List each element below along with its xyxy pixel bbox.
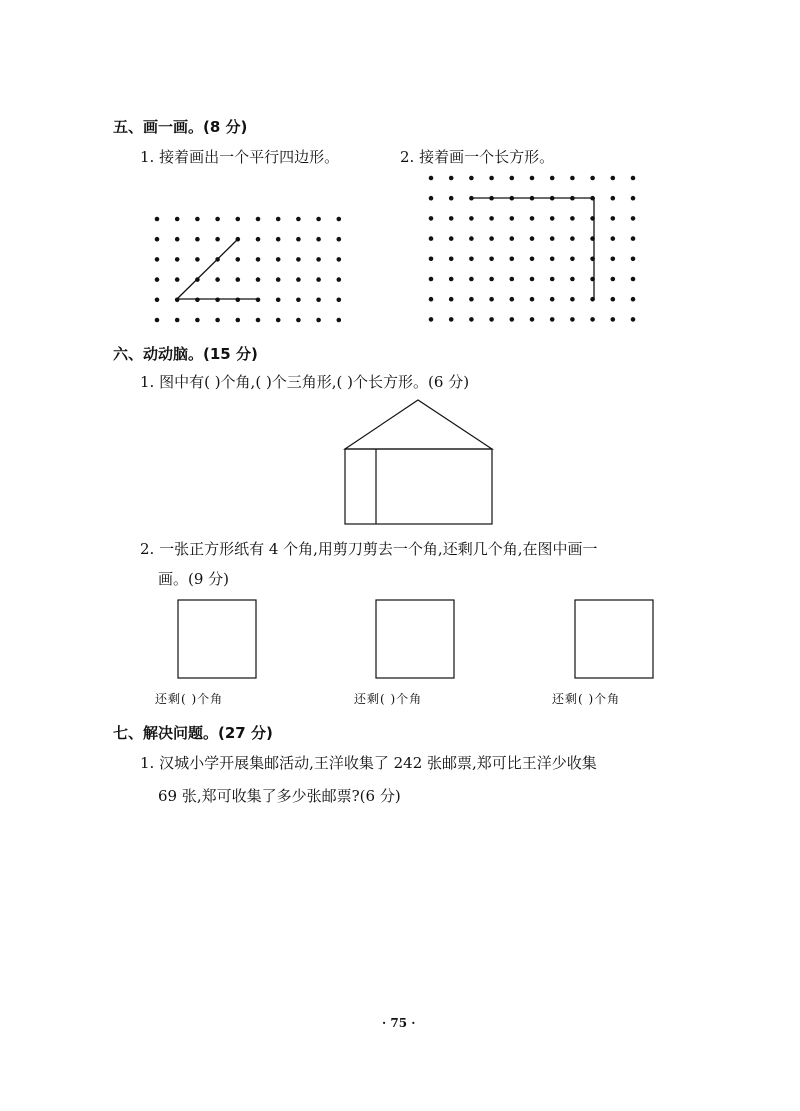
parallelogram-start-lines (177, 239, 258, 299)
grid-dot[interactable] (489, 176, 494, 181)
grid-dot[interactable] (175, 217, 180, 222)
grid-dot[interactable] (510, 236, 515, 241)
grid-dot[interactable] (489, 257, 494, 262)
square-paper-1[interactable] (178, 600, 256, 678)
grid-dot[interactable] (296, 257, 301, 262)
grid-dot[interactable] (316, 237, 321, 242)
grid-dot[interactable] (276, 237, 281, 242)
grid-dot[interactable] (337, 217, 342, 222)
grid-dot[interactable] (510, 277, 515, 282)
grid-dot[interactable] (631, 216, 636, 221)
question-7-1-line2: 69 张,郑可收集了多少张邮票?(6 分) (158, 787, 401, 805)
grid-dot[interactable] (256, 298, 261, 303)
grid-dot[interactable] (256, 237, 261, 242)
grid-dot[interactable] (296, 298, 301, 303)
grid-dot[interactable] (611, 236, 616, 241)
grid-dot[interactable] (510, 216, 515, 221)
grid-dot[interactable] (550, 216, 555, 221)
grid-dot[interactable] (316, 298, 321, 303)
grid-dot[interactable] (469, 236, 474, 241)
question-7-1-line1: 1. 汉城小学开展集邮活动,王洋收集了 242 张邮票,郑可比王洋少收集 (140, 754, 597, 772)
square-paper-3[interactable] (575, 600, 653, 678)
grid-dot[interactable] (489, 297, 494, 302)
grid-dot[interactable] (631, 196, 636, 201)
grid-dot[interactable] (489, 317, 494, 322)
grid-dot[interactable] (510, 257, 515, 262)
grid-dot[interactable] (215, 237, 220, 242)
grid-dot[interactable] (550, 317, 555, 322)
grid-dot[interactable] (337, 237, 342, 242)
grid-dot[interactable] (236, 298, 241, 303)
grid-dot[interactable] (631, 176, 636, 181)
grid-dot[interactable] (550, 176, 555, 181)
grid-dot[interactable] (570, 176, 575, 181)
grid-dot[interactable] (611, 216, 616, 221)
grid-dot[interactable] (215, 217, 220, 222)
grid-dot[interactable] (510, 176, 515, 181)
grid-dot[interactable] (550, 257, 555, 262)
grid-dot[interactable] (469, 317, 474, 322)
grid-dot[interactable] (631, 297, 636, 302)
grid-dot[interactable] (631, 317, 636, 322)
grid-dot[interactable] (570, 236, 575, 241)
grid-dot[interactable] (296, 217, 301, 222)
grid-dot[interactable] (429, 196, 434, 201)
grid-dot[interactable] (429, 257, 434, 262)
grid-dot[interactable] (530, 236, 535, 241)
grid-dot[interactable] (449, 216, 454, 221)
square-paper-2[interactable] (376, 600, 454, 678)
grid-dot[interactable] (337, 318, 342, 323)
grid-dot[interactable] (469, 277, 474, 282)
grid-dot[interactable] (175, 277, 180, 282)
grid-dot[interactable] (175, 318, 180, 323)
grid-dot[interactable] (449, 236, 454, 241)
grid-dot[interactable] (256, 217, 261, 222)
question-5-1: 1. 接着画出一个平行四边形。 (140, 148, 340, 166)
grid-dot[interactable] (155, 318, 160, 323)
grid-dot[interactable] (276, 257, 281, 262)
grid-dot[interactable] (429, 216, 434, 221)
grid-dot[interactable] (611, 176, 616, 181)
grid-dot[interactable] (449, 196, 454, 201)
grid-dot[interactable] (550, 297, 555, 302)
grid-dot[interactable] (611, 277, 616, 282)
grid-dot[interactable] (590, 317, 595, 322)
grid-dot[interactable] (611, 297, 616, 302)
grid-dot[interactable] (175, 257, 180, 262)
grid-dot[interactable] (570, 277, 575, 282)
grid-dot[interactable] (611, 317, 616, 322)
grid-dot[interactable] (316, 217, 321, 222)
grid-dot[interactable] (236, 277, 241, 282)
grid-dot[interactable] (570, 317, 575, 322)
grid-dot[interactable] (449, 317, 454, 322)
grid-dot[interactable] (469, 297, 474, 302)
grid-dot[interactable] (449, 257, 454, 262)
grid-dot[interactable] (316, 318, 321, 323)
grid-dot[interactable] (195, 217, 200, 222)
grid-dot[interactable] (429, 317, 434, 322)
grid-dot[interactable] (611, 196, 616, 201)
house-figure (345, 400, 492, 524)
grid-dot[interactable] (256, 318, 261, 323)
grid-dot[interactable] (449, 277, 454, 282)
grid-dot[interactable] (276, 277, 281, 282)
question-6-2-line1: 2. 一张正方形纸有 4 个角,用剪刀剪去一个角,还剩几个角,在图中画一 (140, 540, 598, 558)
grid-dot[interactable] (570, 257, 575, 262)
grid-dot[interactable] (631, 277, 636, 282)
grid-dot[interactable] (469, 176, 474, 181)
caption-square-2: 还剩( )个角 (354, 692, 423, 706)
grid-dot[interactable] (530, 317, 535, 322)
rectangle-start-lines (472, 198, 594, 299)
grid-dot[interactable] (236, 257, 241, 262)
grid-dot[interactable] (590, 176, 595, 181)
grid-dot[interactable] (429, 176, 434, 181)
grid-dot[interactable] (195, 237, 200, 242)
grid-dot[interactable] (236, 217, 241, 222)
page-number: · 75 · (382, 1016, 416, 1030)
grid-dot[interactable] (276, 217, 281, 222)
grid-dot[interactable] (296, 318, 301, 323)
grid-dot[interactable] (256, 257, 261, 262)
grid-dot[interactable] (316, 257, 321, 262)
grid-dot[interactable] (631, 236, 636, 241)
grid-dot[interactable] (155, 237, 160, 242)
grid-dot[interactable] (530, 176, 535, 181)
grid-dot[interactable] (316, 277, 321, 282)
grid-dot[interactable] (469, 216, 474, 221)
grid-dot[interactable] (489, 236, 494, 241)
grid-dot[interactable] (530, 216, 535, 221)
section-7-title: 七、解决问题。(27 分) (113, 724, 273, 742)
grid-dot[interactable] (429, 277, 434, 282)
grid-dot[interactable] (570, 216, 575, 221)
grid-dot[interactable] (449, 297, 454, 302)
grid-dot[interactable] (215, 277, 220, 282)
caption-square-1: 还剩( )个角 (155, 692, 224, 706)
grid-dot[interactable] (570, 297, 575, 302)
grid-dot[interactable] (195, 257, 200, 262)
grid-dot[interactable] (276, 298, 281, 303)
grid-dot[interactable] (155, 277, 160, 282)
grid-dot[interactable] (429, 297, 434, 302)
grid-dot[interactable] (337, 298, 342, 303)
caption-square-3: 还剩( )个角 (552, 692, 621, 706)
grid-dot[interactable] (215, 318, 220, 323)
grid-dot[interactable] (611, 257, 616, 262)
section-5-title: 五、画一画。(8 分) (113, 118, 248, 136)
grid-dot[interactable] (195, 318, 200, 323)
grid-dot[interactable] (530, 297, 535, 302)
grid-dot[interactable] (530, 277, 535, 282)
grid-dot[interactable] (296, 277, 301, 282)
section-6-title: 六、动动脑。(15 分) (113, 345, 258, 363)
grid-dot[interactable] (469, 257, 474, 262)
grid-dot[interactable] (510, 317, 515, 322)
grid-dot[interactable] (530, 257, 535, 262)
grid-dot[interactable] (489, 277, 494, 282)
grid-dot[interactable] (449, 176, 454, 181)
grid-dot[interactable] (155, 298, 160, 303)
grid-dot[interactable] (296, 237, 301, 242)
grid-dot[interactable] (550, 236, 555, 241)
grid-dot[interactable] (155, 217, 160, 222)
grid-dot[interactable] (337, 277, 342, 282)
grid-dot[interactable] (631, 257, 636, 262)
grid-dot[interactable] (550, 277, 555, 282)
grid-dot[interactable] (236, 318, 241, 323)
question-6-1: 1. 图中有( )个角,( )个三角形,( )个长方形。(6 分) (140, 373, 470, 391)
grid-dot[interactable] (256, 277, 261, 282)
question-5-2: 2. 接着画一个长方形。 (400, 148, 555, 166)
dot-grid-parallelogram[interactable] (155, 217, 341, 323)
grid-dot[interactable] (337, 257, 342, 262)
grid-dot[interactable] (429, 236, 434, 241)
grid-dot[interactable] (195, 298, 200, 303)
grid-dot[interactable] (215, 298, 220, 303)
grid-dot[interactable] (155, 257, 160, 262)
grid-dot[interactable] (510, 297, 515, 302)
grid-dot[interactable] (489, 216, 494, 221)
grid-dot[interactable] (276, 318, 281, 323)
question-6-2-line2: 画。(9 分) (158, 570, 230, 588)
grid-dot[interactable] (175, 237, 180, 242)
